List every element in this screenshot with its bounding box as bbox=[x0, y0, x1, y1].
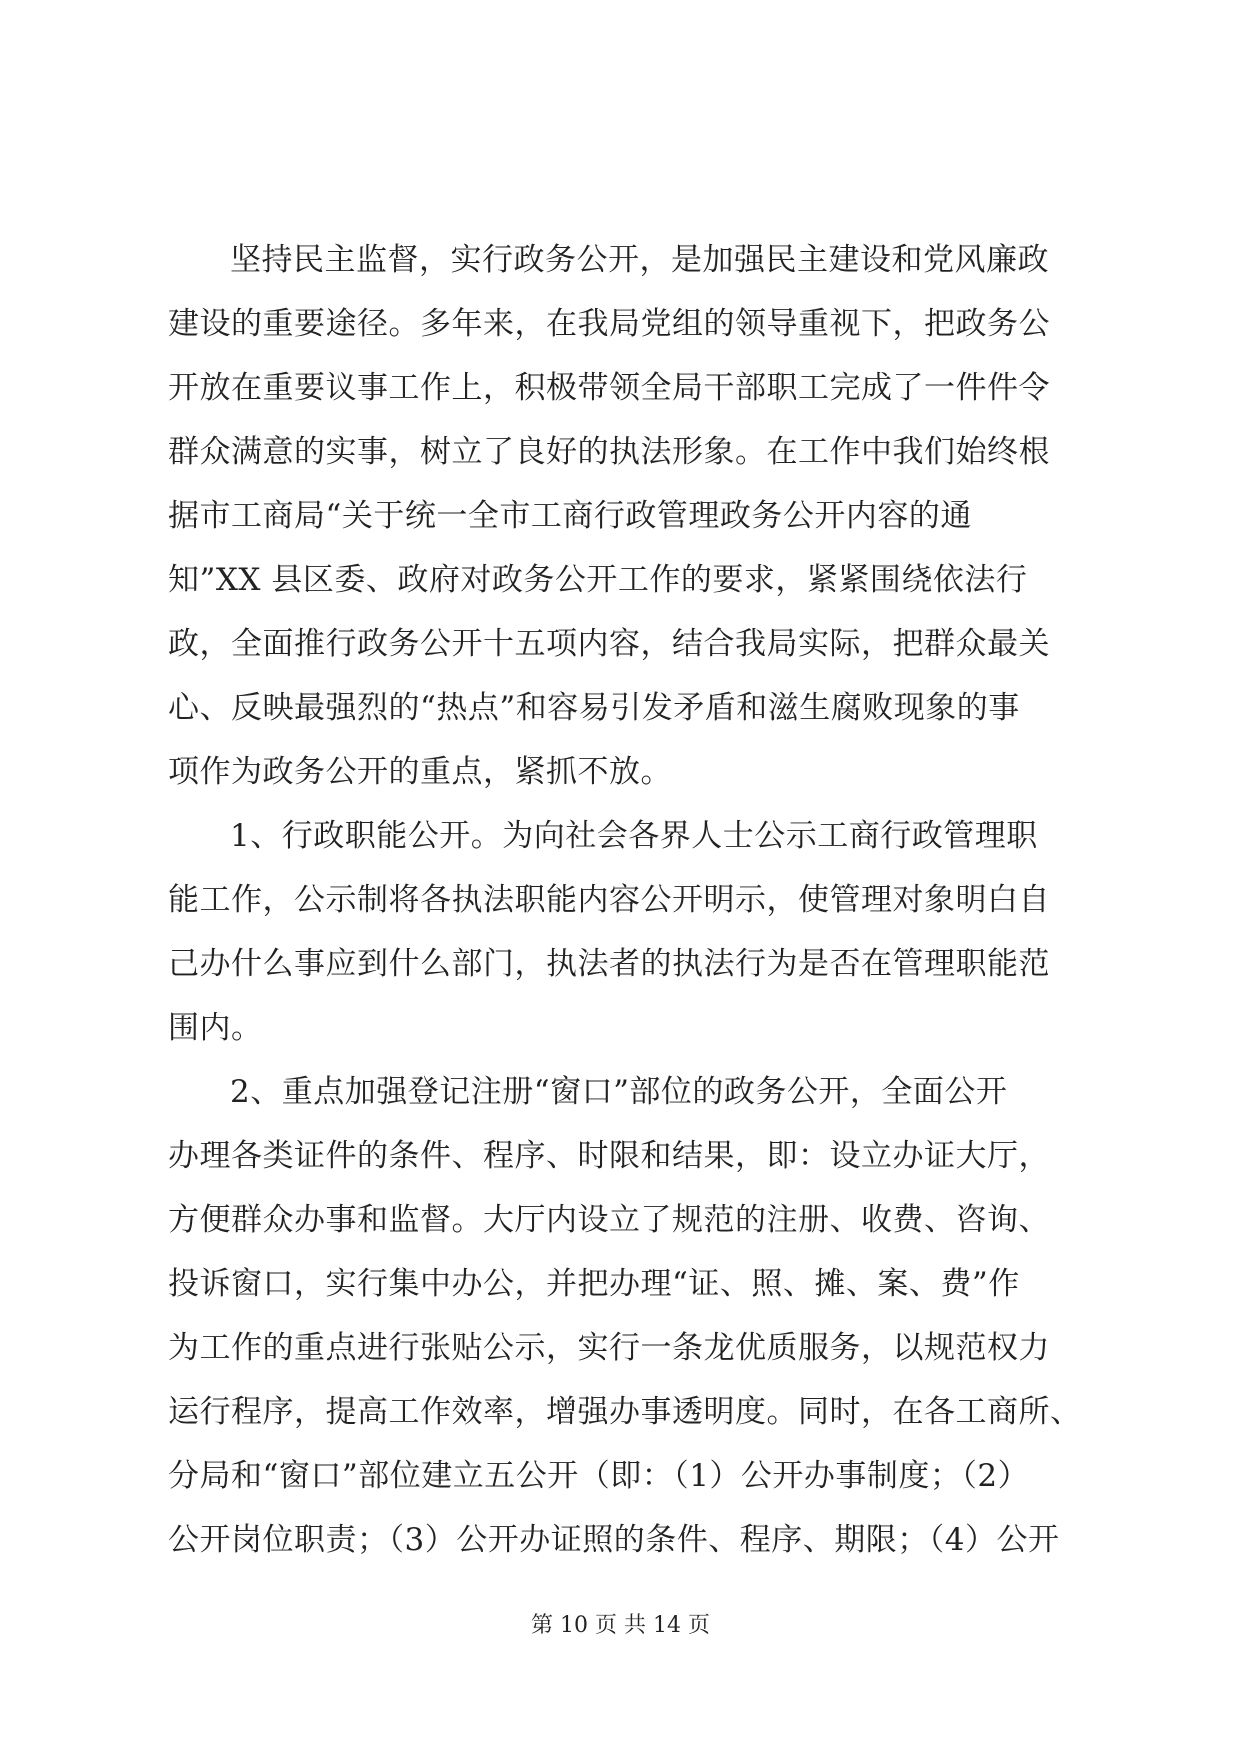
text-line-15: 办理各类证件的条件、程序、时限和结果，即：设立办证大厅， bbox=[168, 1138, 1050, 1174]
text-line-19: 运行程序，提高工作效率，增强办事透明度。同时，在各工商所、 bbox=[168, 1394, 1082, 1430]
text-line-14: 2、重点加强登记注册“窗口”部位的政务公开，全面公开 bbox=[230, 1074, 1008, 1110]
text-line-3: 开放在重要议事工作上，积极带领全局干部职工完成了一件件令 bbox=[168, 370, 1050, 406]
text-line-17: 投诉窗口，实行集中办公，并把办理“证、照、摊、案、费”作 bbox=[168, 1266, 1020, 1302]
text-line-4: 群众满意的实事，树立了良好的执法形象。在工作中我们始终根 bbox=[168, 434, 1050, 470]
text-line-9: 项作为政务公开的重点，紧抓不放。 bbox=[168, 754, 672, 790]
text-line-18: 为工作的重点进行张贴公示，实行一条龙优质服务，以规范权力 bbox=[168, 1330, 1050, 1366]
text-line-16: 方便群众办事和监督。大厅内设立了规范的注册、收费、咨询、 bbox=[168, 1202, 1050, 1238]
text-line-11: 能工作，公示制将各执法职能内容公开明示，使管理对象明白自 bbox=[168, 882, 1050, 918]
document-body bbox=[168, 228, 1088, 1572]
text-line-10: 1、行政职能公开。为向社会各界人士公示工商行政管理职 bbox=[230, 818, 1038, 854]
text-line-21: 公开岗位职责；（3）公开办证照的条件、程序、期限；（4）公开 bbox=[168, 1522, 1060, 1558]
text-line-7: 政，全面推行政务公开十五项内容，结合我局实际，把群众最关 bbox=[168, 626, 1050, 662]
text-line-6: 知”XX 县区委、政府对政务公开工作的要求，紧紧围绕依法行 bbox=[168, 562, 1028, 598]
text-line-12: 己办什么事应到什么部门，执法者的执法行为是否在管理职能范 bbox=[168, 946, 1050, 982]
text-line-8: 心、反映最强烈的“热点”和容易引发矛盾和滋生腐败现象的事 bbox=[168, 690, 1020, 726]
text-line-2: 建设的重要途径。多年来，在我局党组的领导重视下，把政务公 bbox=[168, 306, 1050, 342]
text-line-13: 围内。 bbox=[168, 1010, 263, 1046]
page-number-footer: 第 10 页 共 14 页 bbox=[531, 1613, 710, 1638]
text-line-5: 据市工商局“关于统一全市工商行政管理政务公开内容的通 bbox=[168, 498, 972, 534]
text-line-1: 坚持民主监督，实行政务公开，是加强民主建设和党风廉政 bbox=[230, 242, 1049, 278]
text-line-20: 分局和“窗口”部位建立五公开（即：（1）公开办事制度；（2） bbox=[168, 1458, 1030, 1494]
